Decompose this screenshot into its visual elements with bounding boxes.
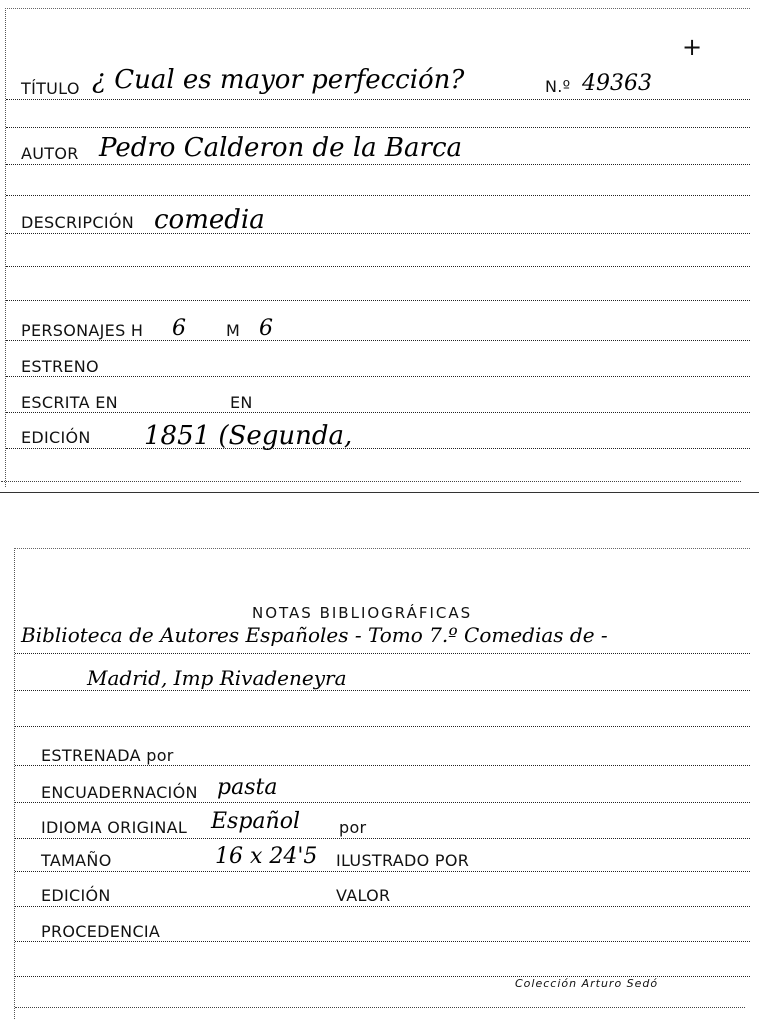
escrita-label: ESCRITA EN <box>21 393 118 412</box>
titulo-rule <box>6 99 750 100</box>
autor-value: Pedro Calderon de la Barca <box>99 133 463 163</box>
numero-value: 49363 <box>582 71 652 96</box>
blank-rule-4 <box>6 300 750 301</box>
notas-line-2: Madrid, Imp Rivadeneyra <box>87 666 347 690</box>
personajes-m-value: 6 <box>259 316 273 341</box>
escrita-rule <box>6 412 750 413</box>
encuadernacion-value: pasta <box>217 775 278 800</box>
blank-rule-1 <box>6 127 750 128</box>
personajes-h-value: 6 <box>172 316 186 341</box>
edicion-label: EDICIÓN <box>21 428 91 447</box>
notas-heading: NOTAS BIBLIOGRÁFICAS <box>252 604 473 622</box>
estreno-rule <box>6 376 750 377</box>
personajes-label: PERSONAJES H <box>21 321 144 340</box>
blank-rule-3 <box>6 266 750 267</box>
blank-rule-2 <box>6 195 750 196</box>
bottom-dotted-edge <box>1 481 741 482</box>
idioma-rule <box>15 838 750 839</box>
procedencia-rule <box>15 941 750 942</box>
edicion-rule-bottom <box>15 906 750 907</box>
titulo-value: ¿ Cual es mayor perfección? <box>92 65 465 95</box>
notas-rule-3 <box>15 726 750 727</box>
descripcion-value: comedia <box>154 205 265 235</box>
autor-label: AUTOR <box>21 144 79 163</box>
estreno-label: ESTRENO <box>21 357 99 376</box>
escrita-en-label: EN <box>230 393 253 412</box>
edicion-rule <box>6 448 750 449</box>
catalog-card-top <box>5 8 750 487</box>
estrenada-rule <box>15 765 750 766</box>
personajes-m-label: M <box>226 321 241 340</box>
procedencia-label: PROCEDENCIA <box>41 922 161 941</box>
notas-rule-1 <box>15 653 750 654</box>
tamano-value: 16 x 24'5 <box>215 844 318 869</box>
edicion-value: 1851 (Segunda, <box>144 421 353 451</box>
edicion-label-bottom: EDICIÓN <box>41 886 111 905</box>
valor-label: VALOR <box>336 886 391 905</box>
bottom-card-edge <box>15 1007 745 1008</box>
encuadernacion-label: ENCUADERNACIÓN <box>41 783 198 802</box>
ilustrado-label: ILUSTRADO POR <box>336 851 470 870</box>
tamano-label: TAMAÑO <box>41 851 112 870</box>
titulo-label: TÍTULO <box>21 79 80 98</box>
idioma-por-label: por <box>339 818 367 837</box>
idioma-label: IDIOMA ORIGINAL <box>41 818 188 837</box>
descripcion-label: DESCRIPCIÓN <box>21 213 134 232</box>
personajes-rule <box>6 340 750 341</box>
cross-mark: + <box>682 33 703 61</box>
encuadernacion-rule <box>15 802 750 803</box>
numero-label: N.º <box>545 77 571 96</box>
notas-line-1: Biblioteca de Autores Españoles - Tomo 7.º Comedias de - <box>21 623 608 647</box>
estrenada-label: ESTRENADA por <box>41 746 174 765</box>
idioma-value: Español <box>211 809 300 834</box>
autor-rule <box>6 164 750 165</box>
coleccion-label: Colección Arturo Sedó <box>515 977 659 990</box>
catalog-card-bottom <box>14 548 750 1019</box>
notas-rule-2 <box>15 690 750 691</box>
card-separator-line <box>0 492 759 493</box>
tamano-rule <box>15 871 750 872</box>
descripcion-rule <box>6 233 750 234</box>
